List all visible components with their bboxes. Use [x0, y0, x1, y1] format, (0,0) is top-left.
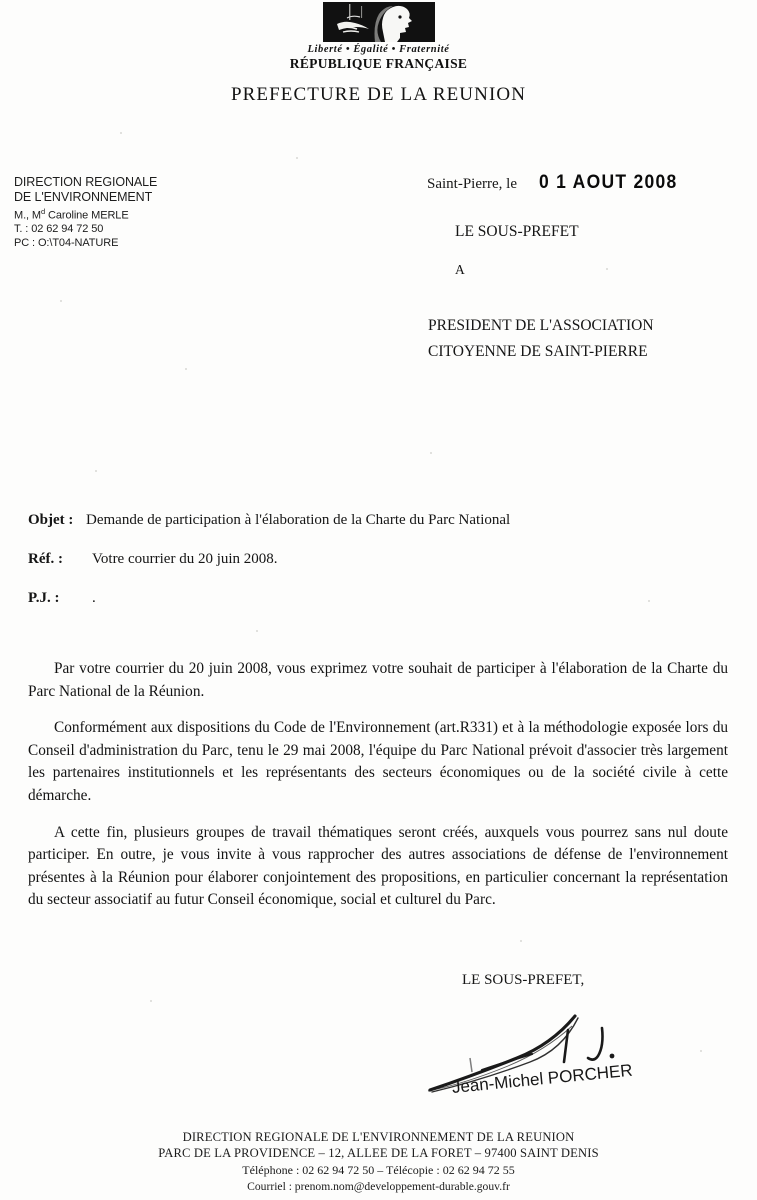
- footer-line-1: DIRECTION REGIONALE DE L'ENVIRONNEMENT DE LA REUNION: [182, 1130, 575, 1144]
- document-footer: [0, 1130, 757, 1193]
- scan-speck: [700, 1050, 702, 1052]
- signatory-name: Jean-Michel PORCHER: [451, 1060, 634, 1097]
- scan-speck: [520, 940, 522, 942]
- scan-speck: [606, 268, 608, 270]
- recipient-line-2: CITOYENNE DE SAINT-PIERRE: [428, 343, 648, 360]
- sender-phone: T. : 02 62 94 72 50: [14, 223, 104, 236]
- meta-row-ref: [28, 551, 728, 568]
- sender-filepath: PC : O:\T04-NATURE: [14, 236, 119, 249]
- date-stamp: 0 1 AOUT 2008: [539, 172, 678, 193]
- ref-label: Réf. :: [28, 551, 63, 567]
- pj-value: .: [92, 590, 96, 606]
- letter-body: [28, 658, 728, 926]
- recipient-block: [428, 313, 654, 365]
- letterhead: [0, 2, 757, 72]
- sender-contact-superscript: d: [41, 207, 46, 216]
- meta-row-pj: [28, 590, 728, 607]
- meta-row-objet: [28, 512, 728, 529]
- sender-block: [14, 176, 229, 250]
- scan-speck: [120, 132, 122, 134]
- republic-motto: Liberté • Égalité • Fraternité: [307, 44, 450, 55]
- republic-name: RÉPUBLIQUE FRANÇAISE: [289, 56, 468, 71]
- scan-speck: [430, 452, 432, 454]
- sender-direction: DIRECTION REGIONALE: [14, 175, 158, 189]
- recipient-line-1: PRESIDENT DE L'ASSOCIATION: [428, 317, 654, 334]
- dateline: [427, 172, 684, 194]
- sender-contact-name: Caroline MERLE: [45, 209, 129, 222]
- sender-contact-person: [14, 205, 229, 223]
- sender-title: LE SOUS-PREFET: [455, 223, 579, 240]
- footer-line-2: PARC DE LA PROVIDENCE – 12, ALLEE DE LA FORET – 97400 SAINT DENIS: [158, 1146, 599, 1160]
- scan-speck: [150, 1000, 152, 1002]
- scan-speck: [60, 300, 62, 302]
- body-paragraph-3: A cette fin, plusieurs groupes de travail thématiques seront créés, auxquels vous pourrez sans nul doute participer. En outre, je vous invite à vous rapprocher des autres associations de défense de l'environnement présentes à la Réunion pour élaborer conjointement des propositions, en particulier concernant la représentation du secteur associatif au futur Conseil économique, social et culturel du Parc.: [28, 823, 728, 909]
- dateline-place: Saint-Pierre, le: [427, 176, 517, 192]
- objet-label: Objet :: [28, 512, 74, 528]
- pj-label: P.J. :: [28, 590, 60, 606]
- body-paragraph-2: Conformément aux dispositions du Code de l'Environnement (art.R331) et à la méthodologie exposée lors du Conseil d'administration du Parc, tenu le 29 mai 2008, l'équipe du Parc National prévoit d'associer très largement les partenaires institutionnels et les représentants des secteurs économiques ou de la société civile à cette démarche.: [28, 719, 728, 804]
- objet-value: Demande de participation à l'élaboration de la Charte du Parc National: [86, 512, 511, 528]
- footer-line-4: Courriel : prenom.nom@developpement-durable.gouv.fr: [247, 1180, 510, 1193]
- scan-speck: [95, 470, 97, 472]
- body-paragraph-1: Par votre courrier du 20 juin 2008, vous exprimez votre souhait de participer à l'élaboration de la Charte du Parc National de la Réunion.: [28, 660, 728, 700]
- signature-title: LE SOUS-PREFET,: [462, 972, 585, 988]
- footer-line-3: Téléphone : 02 62 94 72 50 – Télécopie : 02 62 94 72 55: [242, 1163, 515, 1177]
- marianne-emblem: [323, 2, 435, 42]
- scan-speck: [256, 630, 258, 632]
- scan-speck: [185, 368, 187, 370]
- ref-value: Votre courrier du 20 juin 2008.: [92, 551, 278, 567]
- scan-speck: [296, 157, 298, 159]
- letter-meta: [28, 512, 728, 629]
- addressing-marker: A: [455, 262, 465, 277]
- prefecture-title: PREFECTURE DE LA REUNION: [230, 84, 527, 105]
- sender-contact-prefix: M., M: [14, 209, 41, 222]
- sender-service: DE L'ENVIRONNEMENT: [14, 189, 153, 204]
